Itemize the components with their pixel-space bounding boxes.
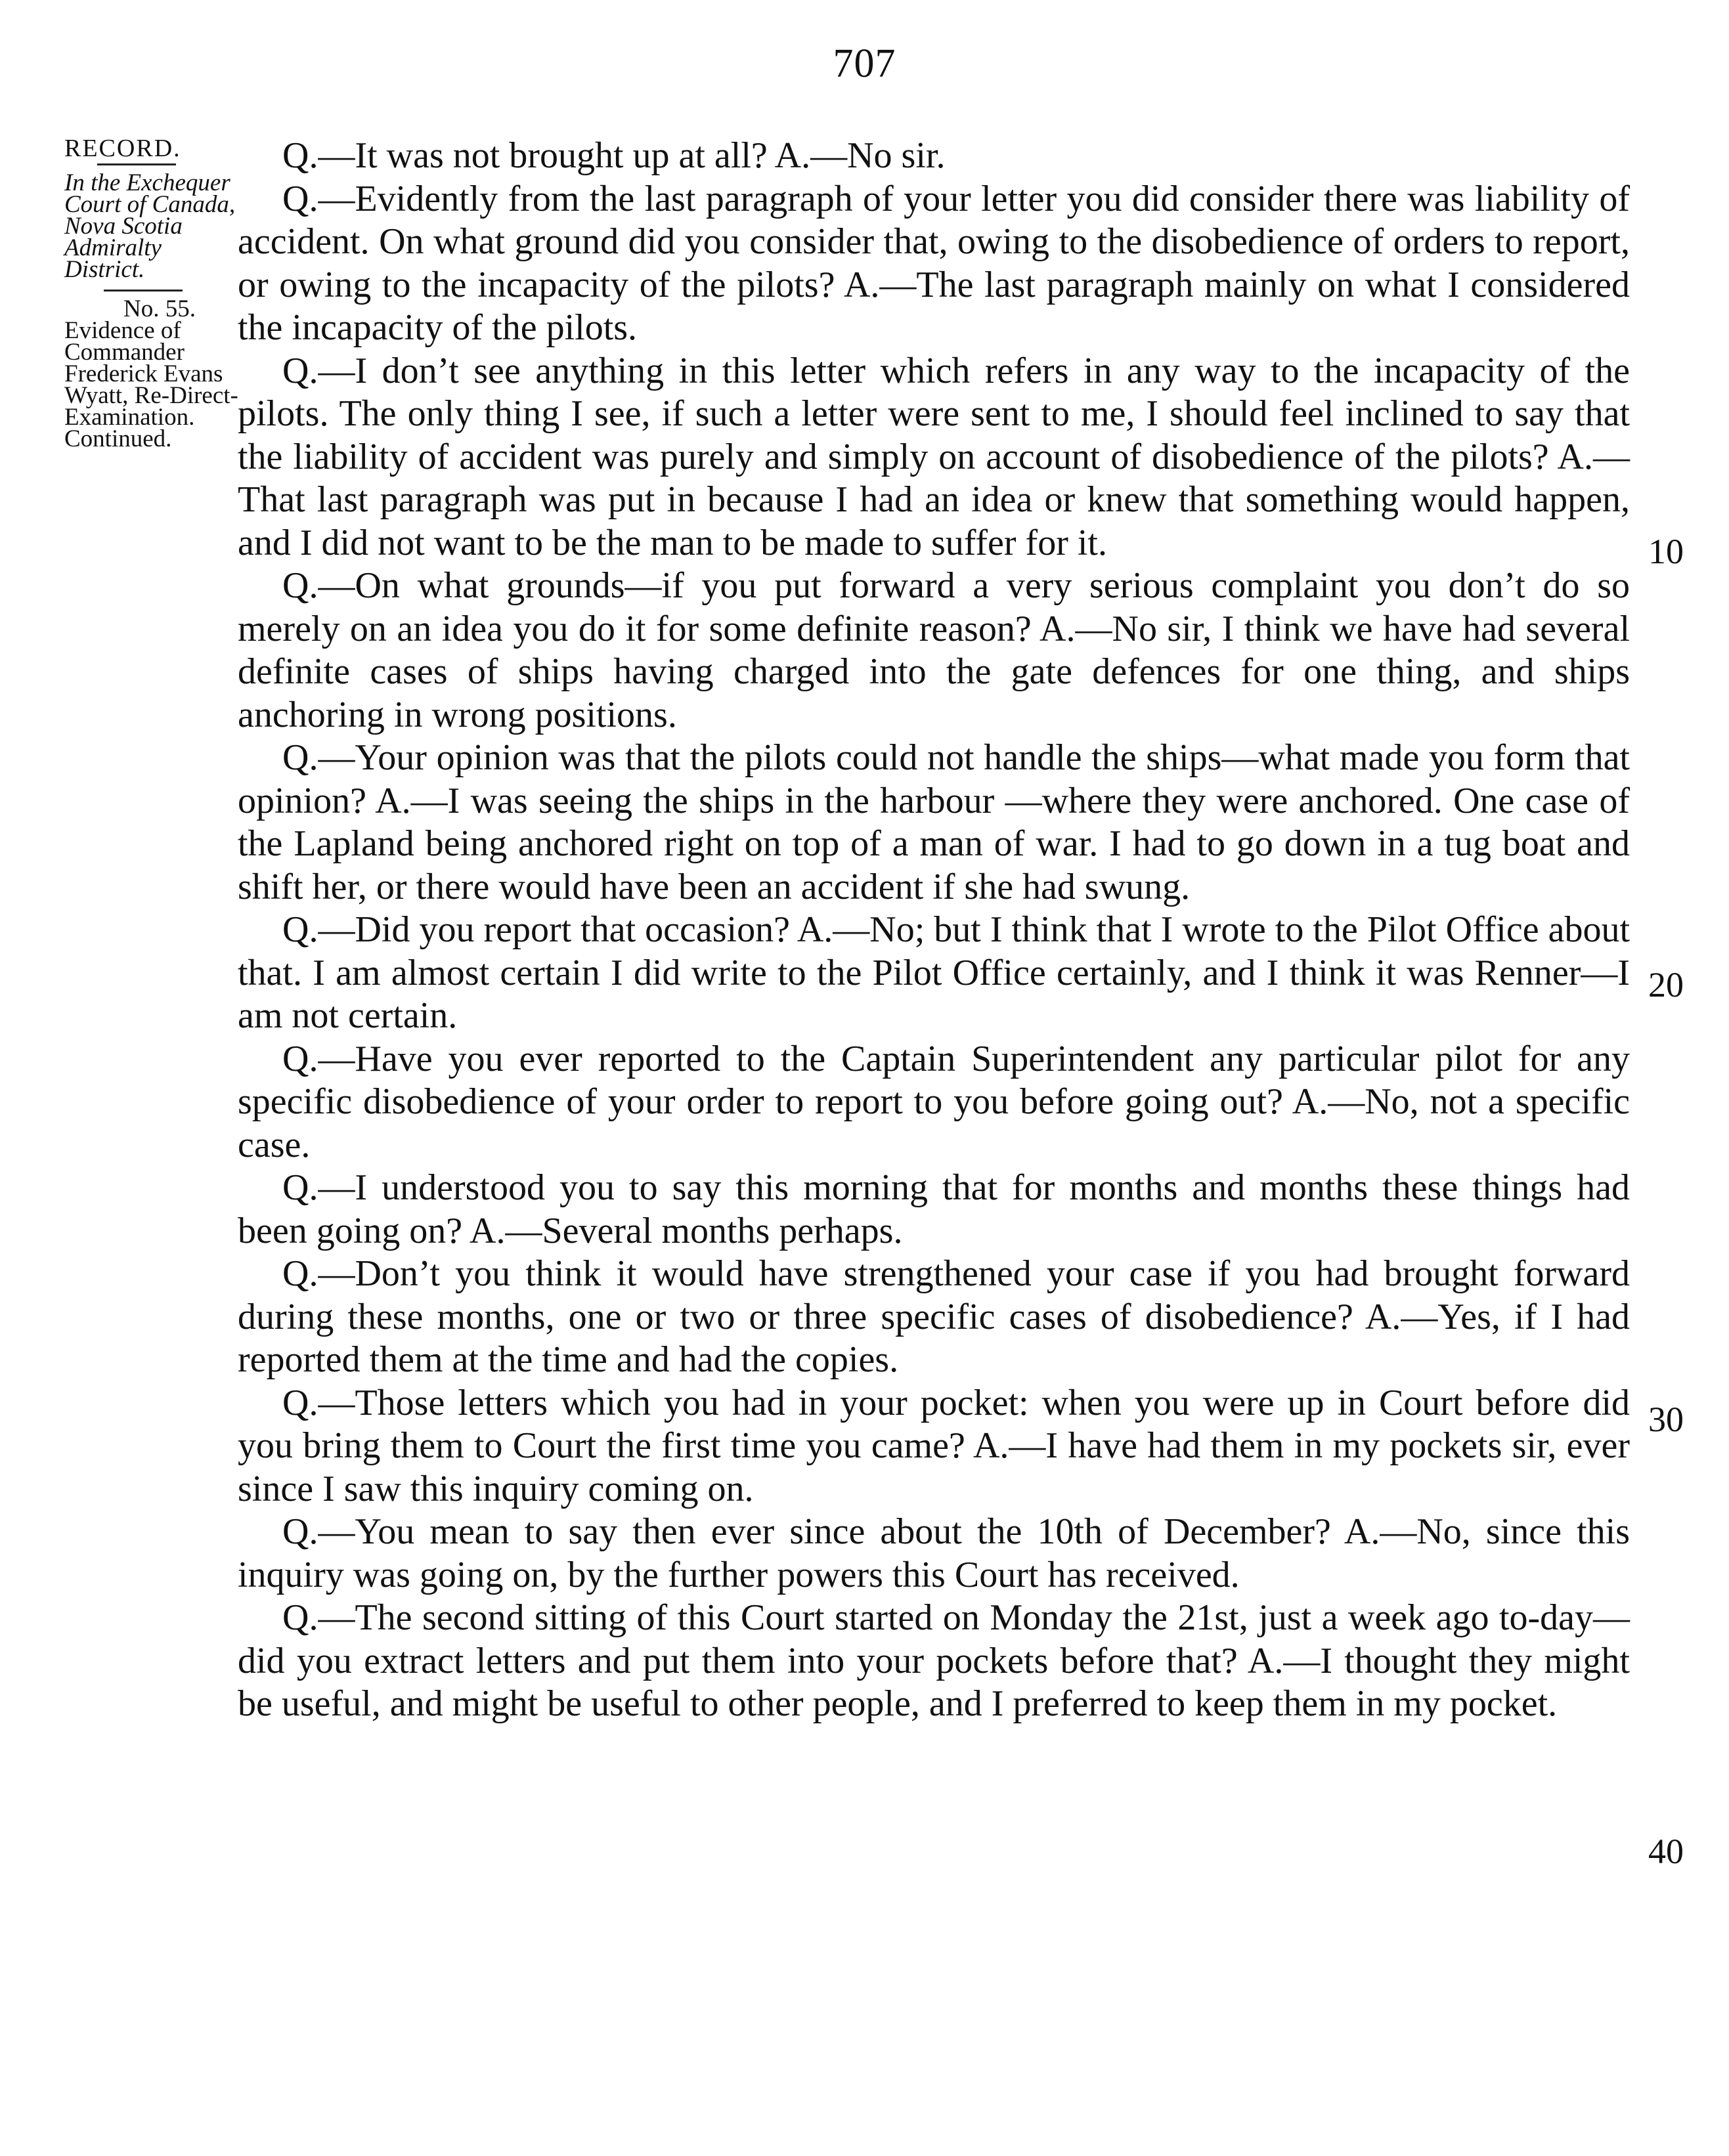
line-number-40: 40 [1648, 1832, 1684, 1871]
line-number-30: 30 [1648, 1400, 1684, 1439]
record-label: RECORD. [64, 135, 181, 162]
testimony-paragraph: Q.—Have you ever reported to the Captain Superintendent any particular pilot for any specific disobedience of your order to report to you before going out? A.—No, not a specific case. [238, 1038, 1630, 1165]
testimony-paragraph: Q.—Don’t you think it would have strengthened your case if you had brought forward during these months, one or two or three specific cases of disobedience? A.—Yes, if I had reported them at the time and had the copies. [238, 1253, 1630, 1380]
line-number-20: 20 [1648, 965, 1684, 1004]
testimony-paragraph: Q.—I don’t see anything in this letter which refers in any way to the incapacity of the pilots. The only thing I see, if such a letter were sent to me, I should feel inclined to say that the liability of accident was purely and simply on account of disobedience of the pilots? A.—That last paragraph was put in because I had an idea or knew that something would happen, and I did not want to be the man to be made to suffer for it. [238, 350, 1630, 563]
court-name: In the Exchequer Court of Canada, Nova Scotia Admiralty District. [64, 169, 236, 283]
testimony-paragraph: Q.—You mean to say then ever since about the 10th of December? A.—No, since this inquiry was going on, by the further powers this Court has received. [238, 1511, 1630, 1595]
testimony-paragraph: Q.—Your opinion was that the pilots could not handle the ships—what made you form that opinion? A.—I was seeing the ships in the harbour —where they were anchored. One case of the Lapland being anchored right on top of a man of war. I had to go down in a tug boat and shift her, or there would have been an accident if she had swung. [238, 737, 1630, 907]
testimony-paragraph: Q.—Evidently from the last paragraph of your letter you did consider there was liability of accident. On what ground did you consider that, owing to the disobedience of orders to report, or owing to the incapacity of the pilots? A.—The last paragraph mainly on what I considered the incapacity of the pilots. [238, 178, 1630, 348]
testimony-paragraph: Q.—I understood you to say this morning that for months and months these things had been going on? A.—Several months perhaps. [238, 1167, 1630, 1251]
testimony-body [238, 135, 1630, 1726]
page-number: 707 [833, 41, 896, 86]
testimony-paragraph: Q.—Did you report that occasion? A.—No; but I think that I wrote to the Pilot Office about that. I am almost certain I did write to the Pilot Office certainly, and I think it was Renner—I am not certain. [238, 909, 1630, 1036]
sidenote-rule-2 [104, 290, 183, 291]
sidenote-rule [97, 163, 176, 165]
margin-sidenote [64, 135, 242, 452]
testimony-paragraph: Q.—On what grounds—if you put forward a very serious complaint you don’t do so merely on an idea you do it for some definite reason? A.—No sir, I think we have had several definite cases of ships having charged into the gate defences for one thing, and ships anchoring in wrong positions. [238, 565, 1630, 735]
line-number-10: 10 [1648, 532, 1684, 571]
testimony-paragraph: Q.—Those letters which you had in your pocket: when you were up in Court before did you bring them to Court the first time you came? A.—I have had them in my pockets sir, ever since I saw this inquiry coming on. [238, 1382, 1630, 1509]
exhibit-number: No. 55. [123, 295, 196, 322]
testimony-paragraph: Q.—It was not brought up at all? A.—No sir. [282, 135, 946, 176]
evidence-description: Evidence of Commander Frederick Evans Wyatt, Re-Direct-Examination. Continued. [64, 317, 238, 452]
testimony-paragraph: Q.—The second sitting of this Court started on Monday the 21st, just a week ago to-day—did you extract letters and put them into your pockets before that? A.—I thought they might be useful, and might be useful to other people, and I preferred to keep them in my pocket. [238, 1597, 1630, 1724]
